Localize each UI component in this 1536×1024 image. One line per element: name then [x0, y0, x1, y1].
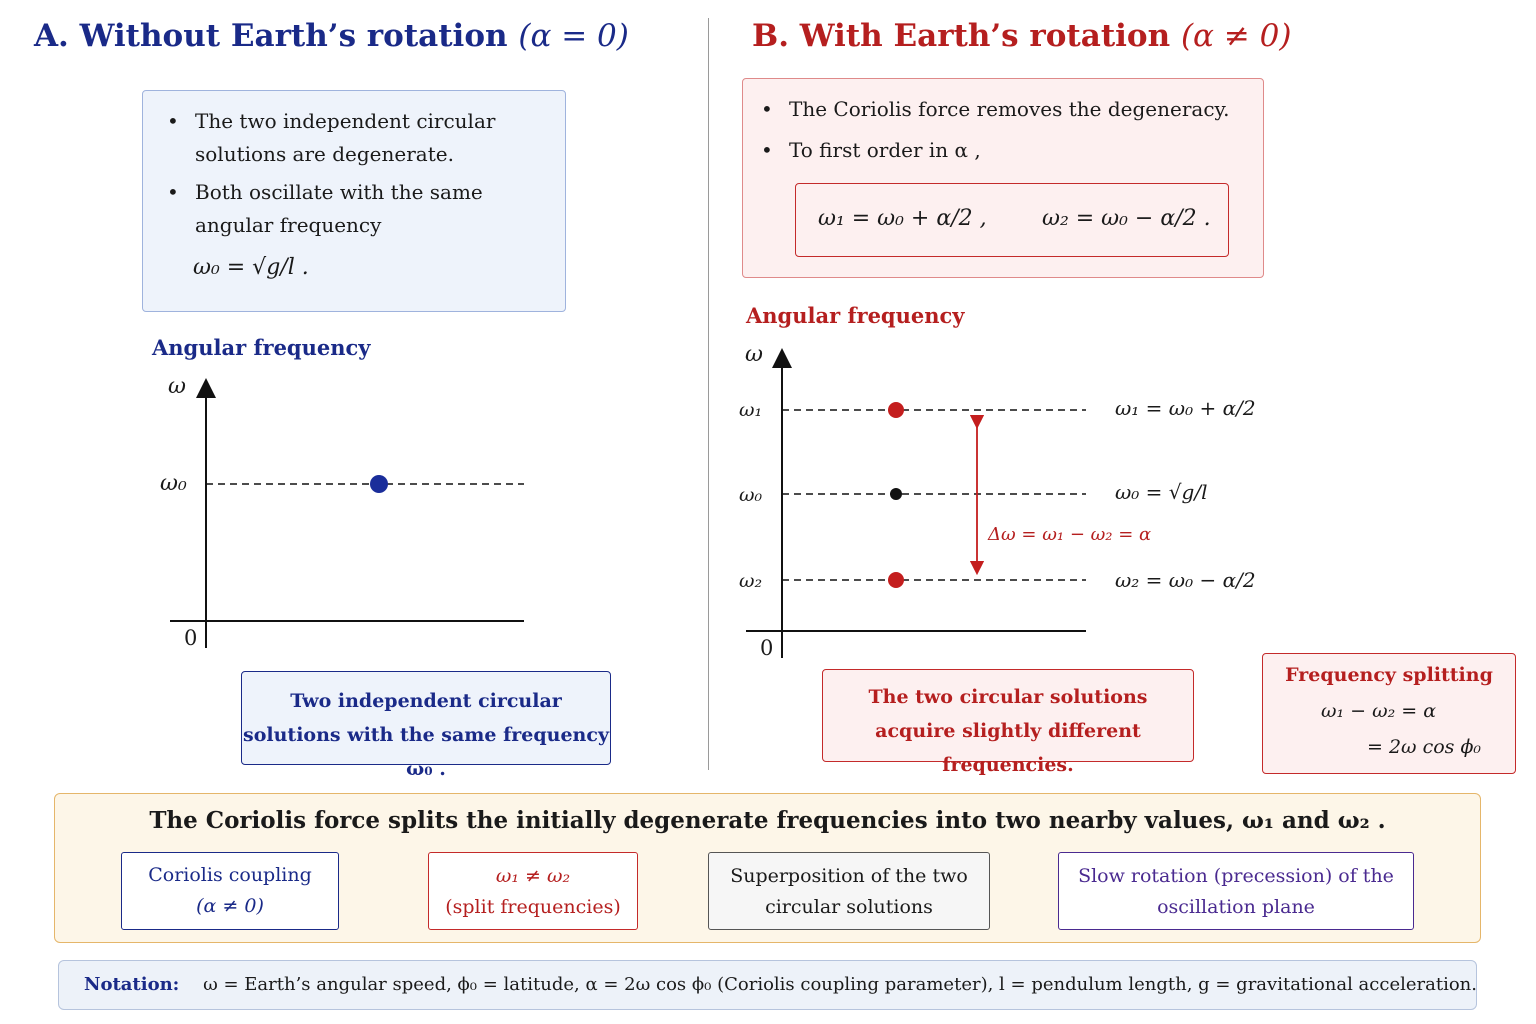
panel-b-origin: 0: [760, 636, 774, 660]
notation-label: Notation:: [84, 974, 180, 995]
panel-a-condition: (α = 0): [518, 18, 629, 54]
panel-b-condition: (α ≠ 0): [1180, 18, 1292, 54]
panel-b-bullet-1: • The Coriolis force removes the degeneracy.: [759, 93, 1239, 126]
flow-step-3-line2: circular solutions: [765, 896, 933, 918]
flow-step-split-frequencies: [428, 852, 638, 930]
frequency-splitting-box: [1262, 653, 1516, 774]
panel-b-delta-label: Δω = ω₁ − ω₂ = α: [988, 524, 1152, 545]
panel-b-right-label-w1: ω₁ = ω₀ + α/2: [1115, 396, 1256, 420]
frequency-splitting-line1: ω₁ − ω₂ = α: [1321, 700, 1437, 722]
flow-step-3-line1: Superposition of the two: [730, 865, 968, 887]
flow-step-1-line2: (α ≠ 0): [196, 895, 264, 917]
panel-a-plot-title: Angular frequency: [152, 335, 371, 360]
panel-b-caption: The two circular solutions acquire slightly different frequencies.: [822, 669, 1194, 762]
panel-b-title-text: B. With Earth’s rotation: [752, 18, 1171, 54]
flow-step-2-line1: ω₁ ≠ ω₂: [495, 865, 571, 887]
flow-step-precession: [1058, 852, 1414, 930]
panel-a-bullet-1: • The two independent circular solutions are degenerate.: [165, 105, 535, 171]
notation-text: ω = Earth’s angular speed, ϕ₀ = latitude, α = 2ω cos ϕ₀ (Coriolis coupling parameter), l = pendulum length, g = gravitational acceleration.: [203, 974, 1477, 995]
frequency-splitting-line2: = 2ω cos ϕ₀: [1367, 736, 1482, 758]
panel-b-dot-w1: [888, 402, 904, 418]
panel-b-level-w1-label: ω₁: [739, 399, 763, 421]
flow-step-superposition: [708, 852, 990, 930]
panel-a-title-text: A. Without Earth’s rotation: [34, 18, 508, 54]
panel-b-dot-w0: [890, 488, 902, 500]
panel-b-level-w2-label: ω₂: [739, 570, 763, 592]
panel-a-y-symbol: ω: [168, 374, 186, 399]
panel-a-formula: ω₀ = √g/l .: [193, 255, 309, 280]
flow-step-2-line2: (split frequencies): [445, 896, 621, 918]
panel-a-bullet-2: • Both oscillate with the same angular frequency: [165, 176, 535, 242]
panel-b-equation-box: [795, 183, 1229, 257]
panel-b-dot-w2: [888, 572, 904, 588]
flow-step-1-line1: Coriolis coupling: [148, 864, 312, 886]
panel-a-caption: Two independent circular solutions with the same frequency ω₀ .: [241, 671, 611, 765]
panel-b-right-label-w0: ω₀ = √g/l: [1115, 480, 1208, 504]
panel-a-origin: 0: [184, 626, 198, 650]
flow-step-4-line1: Slow rotation (precession) of the: [1078, 865, 1394, 887]
notation-bar: [58, 960, 1477, 1010]
panel-b-y-symbol: ω: [745, 342, 763, 367]
panel-a-level-label: ω₀: [160, 471, 187, 496]
panel-b-plot-title: Angular frequency: [746, 303, 965, 328]
flow-step-4-line2: oscillation plane: [1157, 896, 1315, 918]
panel-b-bullet-2: • To first order in α ,: [759, 134, 1239, 167]
panel-a-degenerate-dot: [370, 475, 388, 493]
panel-b-eq1: ω₁ = ω₀ + α/2 ,: [818, 206, 987, 231]
panel-b-level-w0-label: ω₀: [739, 484, 763, 506]
summary-title: The Coriolis force splits the initially degenerate frequencies into two nearby values, ω₁ and ω₂ .: [149, 807, 1386, 834]
frequency-splitting-title: Frequency splitting: [1285, 664, 1493, 686]
panel-b-eq2: ω₂ = ω₀ − α/2 .: [1042, 206, 1211, 231]
flow-step-coriolis-coupling: [121, 852, 339, 930]
panel-b-right-label-w2: ω₂ = ω₀ − α/2: [1115, 568, 1256, 592]
panel-b-title: [752, 18, 1291, 54]
